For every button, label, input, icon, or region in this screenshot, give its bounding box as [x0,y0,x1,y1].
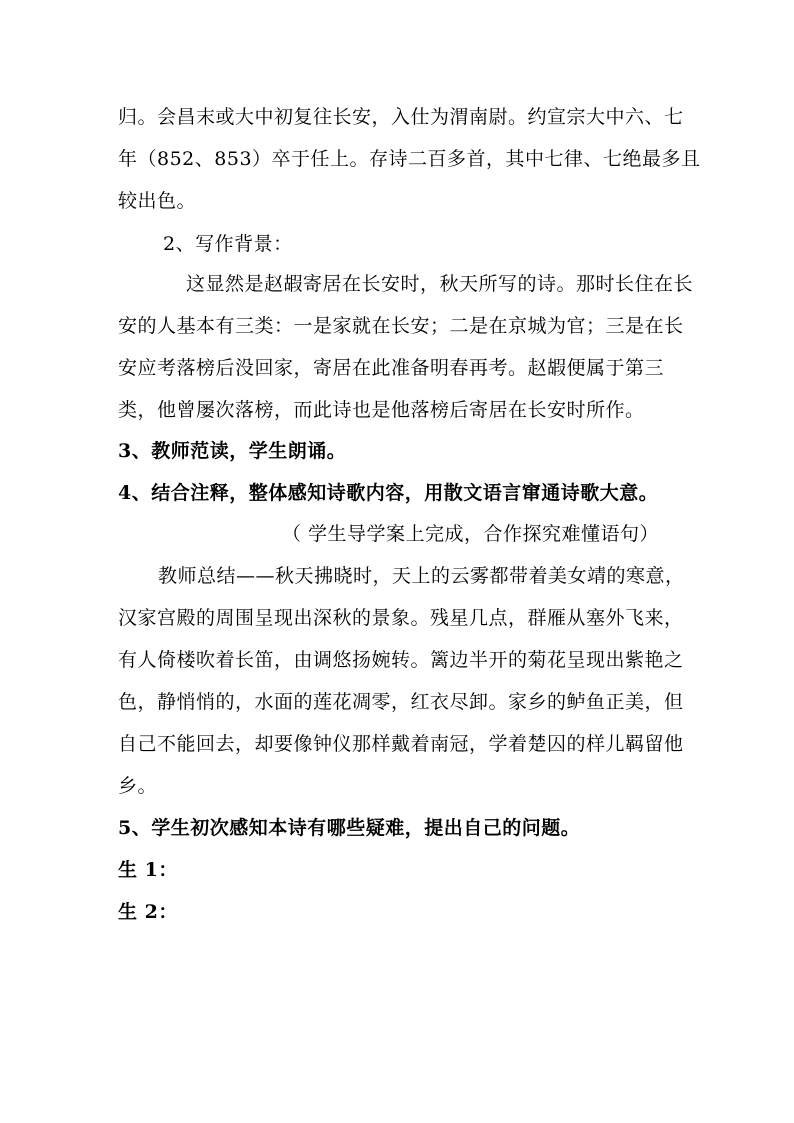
summary-line-1: 教师总结——秋天拂晓时，天上的云雾都带着美女靖的寒意， [158,565,685,587]
section-3-heading: 3、教师范读，学生朗诵。 [118,440,347,462]
summary-line-2: 汉家宫殿的周围呈现出深秋的景象。残星几点，群雁从塞外飞来， [118,607,684,629]
intro-line-2: 年（852、853）卒于任上。存诗二百多首，其中七律、七绝最多且 [118,148,701,170]
section-5-heading: 5、学生初次感知本诗有哪些疑难，提出自己的问题。 [118,817,581,839]
background-line-2: 安的人基本有三类：一是家就在长安；二是在京城为官；三是在长 [118,315,684,337]
section-4-note: （ 学生导学案上完成，合作探究难懂语句） [282,523,660,545]
summary-line-3: 有人倚楼吹着长笛，由调悠扬婉转。篱边半开的菊花呈现出紫艳之 [118,649,684,671]
intro-line-1: 归。会昌末或大中初复往长安，入仕为渭南尉。约宣宗大中六、七 [118,106,684,128]
summary-line-4: 色，静悄悄的，水面的莲花凋零，红衣尽卸。家乡的鲈鱼正美，但 [118,691,684,713]
section-2-heading: 2、写作背景： [163,233,293,255]
summary-line-6: 乡。 [118,775,158,797]
background-line-3: 安应考落榜后没回家，寄居在此准备明春再考。赵嘏便属于第三 [118,357,665,379]
background-line-1: 这显然是赵嘏寄居在长安时，秋天所写的诗。那时长住在长 [186,273,694,295]
student-1-label: 生 1： [118,859,178,881]
student-2-label: 生 2： [118,901,178,923]
section-4-heading: 4、结合注释，整体感知诗歌内容，用散文语言窜通诗歌大意。 [118,482,659,504]
background-line-4: 类，他曾屡次落榜，而此诗也是他落榜后寄居在长安时所作。 [118,399,645,421]
intro-line-3: 较出色。 [118,190,197,212]
summary-line-5: 自己不能回去，却要像钟仪那样戴着南冠，学着楚囚的样儿羁留他 [118,733,684,755]
